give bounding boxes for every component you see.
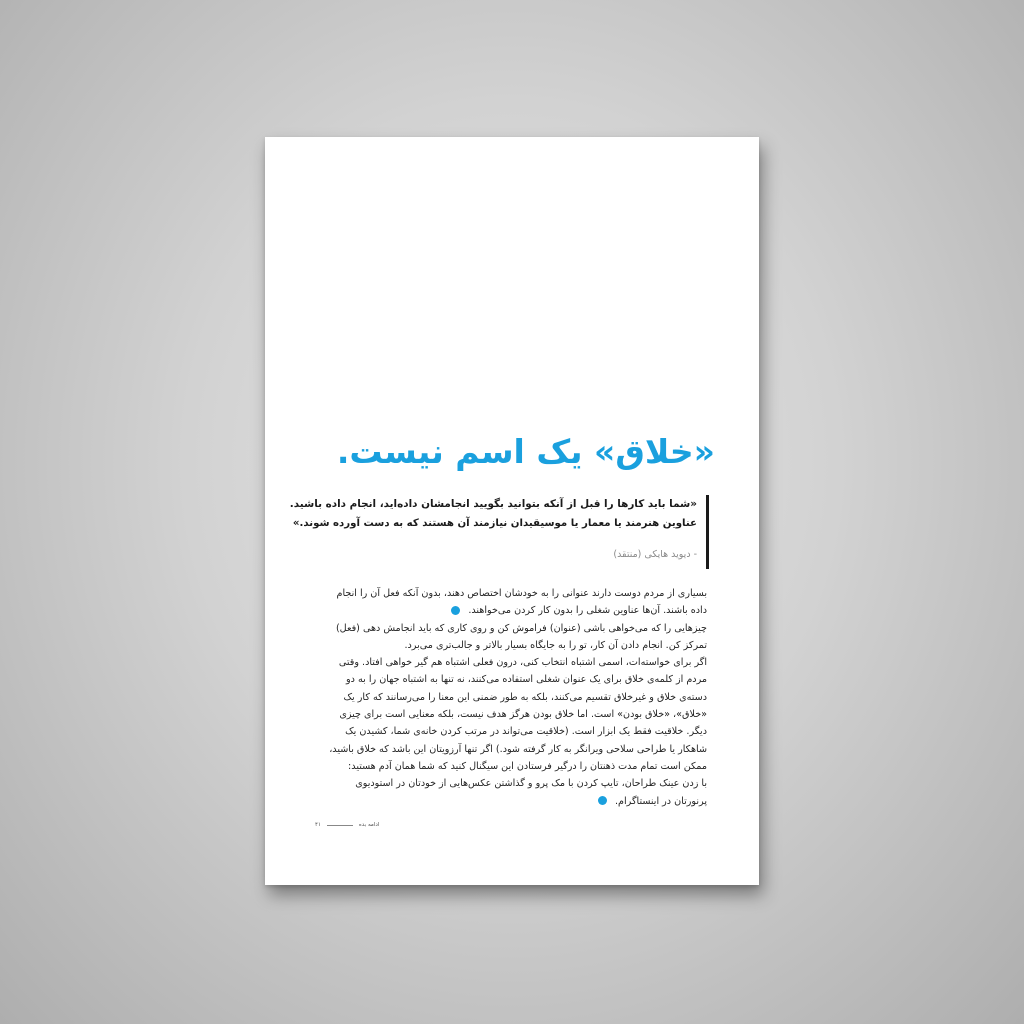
- end-bullet-icon: [598, 796, 607, 805]
- article-body: [307, 585, 707, 810]
- article-title: «خلاق» یک اسم نیست.: [336, 432, 715, 471]
- body-line: پرنورتان در اینستاگرام.: [307, 793, 707, 810]
- body-line: با زدن عینک طراحان، تایپ کردن با مک پرو و گذاشتن عکس‌هایی از خودتان در استودیوی: [355, 778, 707, 790]
- body-line: چیزهایی را که می‌خواهی باشی (عنوان) فراموش کن و روی کاری که باید انجامش دهی (فعل): [335, 622, 707, 634]
- body-line: دیگر. خلاقیت فقط یک ابزار است. (خلاقیت می‌تواند در مرتب کردن خانه‌ی شما، کشیدن یک: [345, 726, 707, 738]
- magazine-page: [265, 137, 759, 885]
- body-line: ممکن است تمام مدت ذهنتان را درگیر فرستادن این سیگنال کنید که شما همان آدم هستید:: [348, 760, 707, 772]
- footer-rule: [327, 825, 353, 826]
- pull-quote: [289, 495, 709, 569]
- body-line: مردم از کلمه‌ی خلاق برای یک عنوان شغلی استفاده می‌کنند، نه تنها به اشتباه جهان را به دو: [346, 674, 707, 686]
- body-line: بسیاری از مردم دوست دارند عنوانی را به خودشان اختصاص دهند، بدون آنکه فعل آن را انجام: [336, 588, 707, 599]
- page-number: ۴۱: [315, 822, 321, 828]
- body-line: تمرکز کن. انجام دادن آن کار، تو را به جایگاه بسیار بالاتر و جالب‌تری می‌برد.: [404, 639, 707, 651]
- quote-line: «شما باید کارها را قبل از آنکه بتوانید بگویید انجامشان داده‌اید، انجام داده باشید.: [289, 498, 697, 510]
- body-line: اگر برای خواسته‌ات، اسمی اشتباه انتخاب کنی، درون فعلی اشتباه هم گیر خواهی افتاد. وقتی: [338, 657, 707, 669]
- body-line: شاهکار یا طراحی سلاحی ویرانگر به کار گرفته شود.) اگر تنها آرزویتان این باشد که خلاق باشید،: [329, 743, 707, 755]
- body-line: «خلاق»، «خلاق بودن» است. اما خلاق بودن هرگز هدف نیست، بلکه معنایی است برای چیزی: [339, 709, 707, 721]
- quote-attribution: - دیوید هایکی (منتقد): [613, 549, 697, 560]
- quote-line: عناوین هنرمند یا معمار یا موسیقیدان نیازمند آن هستند که به دست آورده شوند.»: [292, 518, 697, 529]
- page-footer: [315, 822, 379, 828]
- body-line: داده باشند. آن‌ها عناوین شغلی را بدون کار کردن می‌خواهند.: [307, 602, 707, 619]
- end-bullet-icon: [451, 606, 460, 615]
- continue-label: ادامه بده: [358, 822, 380, 828]
- body-line: دسته‌ی خلاق و غیرخلاق تقسیم می‌کنند، بلکه به طور ضمنی این معنا را می‌رسانند که کار یک: [343, 691, 707, 703]
